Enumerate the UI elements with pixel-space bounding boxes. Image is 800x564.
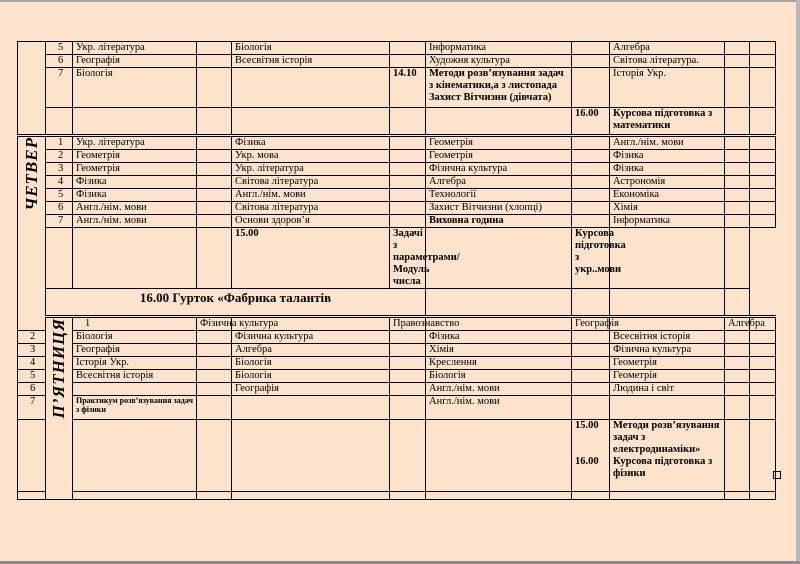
lesson-cell: Фізична культура bbox=[426, 163, 572, 176]
lesson-cell: Укр. література bbox=[73, 136, 197, 150]
club-cell: 16.00 Гурток «Фабрика талантів bbox=[46, 289, 426, 317]
table-row bbox=[18, 396, 776, 420]
elective-cell: Задачі з параметрами/Модуль числа bbox=[390, 228, 426, 289]
elective-text: Методи розв’язування задач з електродинаміки» bbox=[613, 420, 720, 455]
time-cell: 15.00 bbox=[232, 228, 390, 289]
lesson-cell bbox=[232, 396, 390, 420]
time-cell: 14.10 bbox=[390, 68, 426, 108]
lesson-cell: Англ./нім. мови bbox=[426, 383, 572, 396]
lesson-cell: Фізика bbox=[73, 176, 197, 189]
table-row bbox=[18, 492, 776, 500]
lesson-cell bbox=[73, 383, 197, 396]
lesson-number: 7 bbox=[46, 68, 73, 108]
lesson-number: 5 bbox=[46, 189, 73, 202]
lesson-number: 5 bbox=[46, 42, 73, 55]
lesson-cell: Укр. мова bbox=[232, 150, 390, 163]
lesson-cell: Людина і світ bbox=[610, 383, 725, 396]
lesson-cell: Фізика bbox=[232, 136, 390, 150]
lesson-cell: Хімія bbox=[426, 344, 572, 357]
elective-text: Методи розв’язування задач з кінематики,а з листопада Захист Вітчизни (дівчата) bbox=[429, 68, 564, 103]
lesson-cell: Всесвітня історія bbox=[73, 370, 197, 383]
lesson-cell: Англ./нім. мови bbox=[73, 215, 197, 228]
lesson-number: 7 bbox=[18, 396, 46, 420]
lesson-cell: Географія bbox=[73, 55, 197, 68]
lesson-number: 4 bbox=[18, 357, 46, 370]
lesson-cell: Хімія bbox=[610, 202, 725, 215]
lesson-cell: Захист Вітчизни (хлопці) bbox=[426, 202, 572, 215]
lesson-cell: Всесвітня історія bbox=[610, 331, 725, 344]
lesson-cell: Біологія bbox=[232, 370, 390, 383]
lesson-cell: Історія Укр. bbox=[73, 357, 197, 370]
time-cell: 16.00 bbox=[572, 108, 610, 136]
table-row bbox=[18, 357, 776, 370]
lesson-cell: Географія bbox=[232, 383, 390, 396]
table-row bbox=[18, 317, 776, 331]
lesson-cell: Фізика bbox=[73, 189, 197, 202]
lesson-cell: Біологія bbox=[426, 370, 572, 383]
lesson-cell: Англ./нім. мови bbox=[232, 189, 390, 202]
lesson-cell: Біологія bbox=[232, 357, 390, 370]
table-row bbox=[18, 163, 776, 176]
table-row bbox=[18, 42, 776, 55]
lesson-cell: Географія bbox=[572, 317, 610, 331]
lesson-cell: Укр. література bbox=[73, 42, 197, 55]
lesson-cell: Основи здоров’я bbox=[232, 215, 390, 228]
lesson-cell: Історія Укр. bbox=[610, 68, 725, 108]
lesson-cell: Світова література bbox=[232, 176, 390, 189]
elective-cell bbox=[610, 420, 725, 492]
page-right-edge bbox=[796, 0, 800, 564]
lesson-cell: Географія bbox=[73, 344, 197, 357]
lesson-cell: Англ./нім. мови bbox=[426, 396, 572, 420]
day-cell-thursday bbox=[18, 136, 46, 331]
lesson-cell: Астрономія bbox=[610, 176, 725, 189]
day-cell-friday bbox=[46, 317, 73, 500]
lesson-cell: Практикум розв’язування задач з фізики bbox=[73, 396, 197, 420]
time-cell bbox=[572, 420, 610, 492]
lesson-cell: Виховна година bbox=[426, 215, 572, 228]
lesson-cell: Інформатика bbox=[426, 42, 572, 55]
table-row bbox=[18, 331, 776, 344]
table-row bbox=[18, 202, 776, 215]
lesson-cell: Фізика bbox=[610, 163, 725, 176]
lesson-cell: Технології bbox=[426, 189, 572, 202]
lesson-cell: Геометрія bbox=[610, 357, 725, 370]
lesson-cell: Інформатика bbox=[610, 215, 725, 228]
day-label: П’ЯТНИЦЯ bbox=[49, 318, 68, 419]
day-cell-empty bbox=[18, 42, 46, 136]
lesson-cell: Геометрія bbox=[73, 163, 197, 176]
lesson-cell: Геометрія bbox=[426, 136, 572, 150]
lesson-cell: Англ./нім. мови bbox=[73, 202, 197, 215]
lesson-cell: Біологія bbox=[73, 68, 197, 108]
lesson-cell: Фізична культура bbox=[197, 317, 232, 331]
elective-text: Курсова підготовка з фізики bbox=[613, 456, 713, 479]
lesson-number: 6 bbox=[46, 202, 73, 215]
lesson-cell: Алгебра bbox=[232, 344, 390, 357]
day-label: ЧЕТВЕР bbox=[21, 137, 41, 211]
lesson-cell: Укр. література bbox=[232, 163, 390, 176]
elective-cell bbox=[426, 68, 572, 108]
table-row bbox=[18, 176, 776, 189]
time-value: 15.00 bbox=[575, 420, 599, 431]
lesson-number: 1 bbox=[46, 136, 73, 150]
lesson-cell: Англ./нім. мови bbox=[610, 136, 725, 150]
lesson-cell: Світова література bbox=[232, 202, 390, 215]
lesson-number: 5 bbox=[18, 370, 46, 383]
lesson-cell: Фізична культура bbox=[610, 344, 725, 357]
lesson-cell: Фізична культура bbox=[232, 331, 390, 344]
table-row bbox=[18, 370, 776, 383]
table-row bbox=[18, 108, 776, 136]
lesson-number: 3 bbox=[18, 344, 46, 357]
table-row bbox=[18, 68, 776, 108]
page-top-edge bbox=[0, 0, 800, 2]
lesson-number: 1 bbox=[73, 317, 197, 331]
lesson-number: 6 bbox=[46, 55, 73, 68]
lesson-cell: Правознавство bbox=[390, 317, 426, 331]
time-value: 16.00 bbox=[575, 456, 599, 467]
schedule-table bbox=[17, 41, 776, 500]
table-row bbox=[18, 289, 776, 317]
lesson-cell: Світова література. bbox=[610, 55, 725, 68]
elective-cell: Курсова підготовка з математики bbox=[610, 108, 725, 136]
table-row bbox=[18, 189, 776, 202]
lesson-cell: Фізика bbox=[610, 150, 725, 163]
lesson-cell: Геометрія bbox=[426, 150, 572, 163]
elective-cell: Курсова підготовка з укр..мови bbox=[572, 228, 610, 289]
table-row bbox=[18, 228, 776, 289]
lesson-cell: Економіка bbox=[610, 189, 725, 202]
lesson-cell: Біологія bbox=[73, 331, 197, 344]
lesson-number: 3 bbox=[46, 163, 73, 176]
table-row bbox=[18, 136, 776, 150]
table-row bbox=[18, 420, 776, 492]
lesson-cell: Алгебра bbox=[610, 42, 725, 55]
lesson-number: 2 bbox=[18, 331, 46, 344]
lesson-cell: Фізика bbox=[426, 331, 572, 344]
lesson-cell: Всесвітня історія bbox=[232, 55, 390, 68]
lesson-cell: Геометрія bbox=[73, 150, 197, 163]
lesson-cell bbox=[610, 396, 725, 420]
lesson-number: 2 bbox=[46, 150, 73, 163]
lesson-cell: Художня культура bbox=[426, 55, 572, 68]
lesson-number: 4 bbox=[46, 176, 73, 189]
lesson-number: 6 bbox=[18, 383, 46, 396]
lesson-cell bbox=[232, 68, 390, 108]
lesson-cell: Креслення bbox=[426, 357, 572, 370]
lesson-cell: Алгебра bbox=[725, 317, 750, 331]
lesson-cell: Біологія bbox=[232, 42, 390, 55]
lesson-cell: Алгебра bbox=[426, 176, 572, 189]
table-row bbox=[18, 150, 776, 163]
table-row bbox=[18, 344, 776, 357]
table-row bbox=[18, 55, 776, 68]
table-row bbox=[18, 215, 776, 228]
lesson-number: 7 bbox=[46, 215, 73, 228]
lesson-cell: Геометрія bbox=[610, 370, 725, 383]
table-row bbox=[18, 383, 776, 396]
